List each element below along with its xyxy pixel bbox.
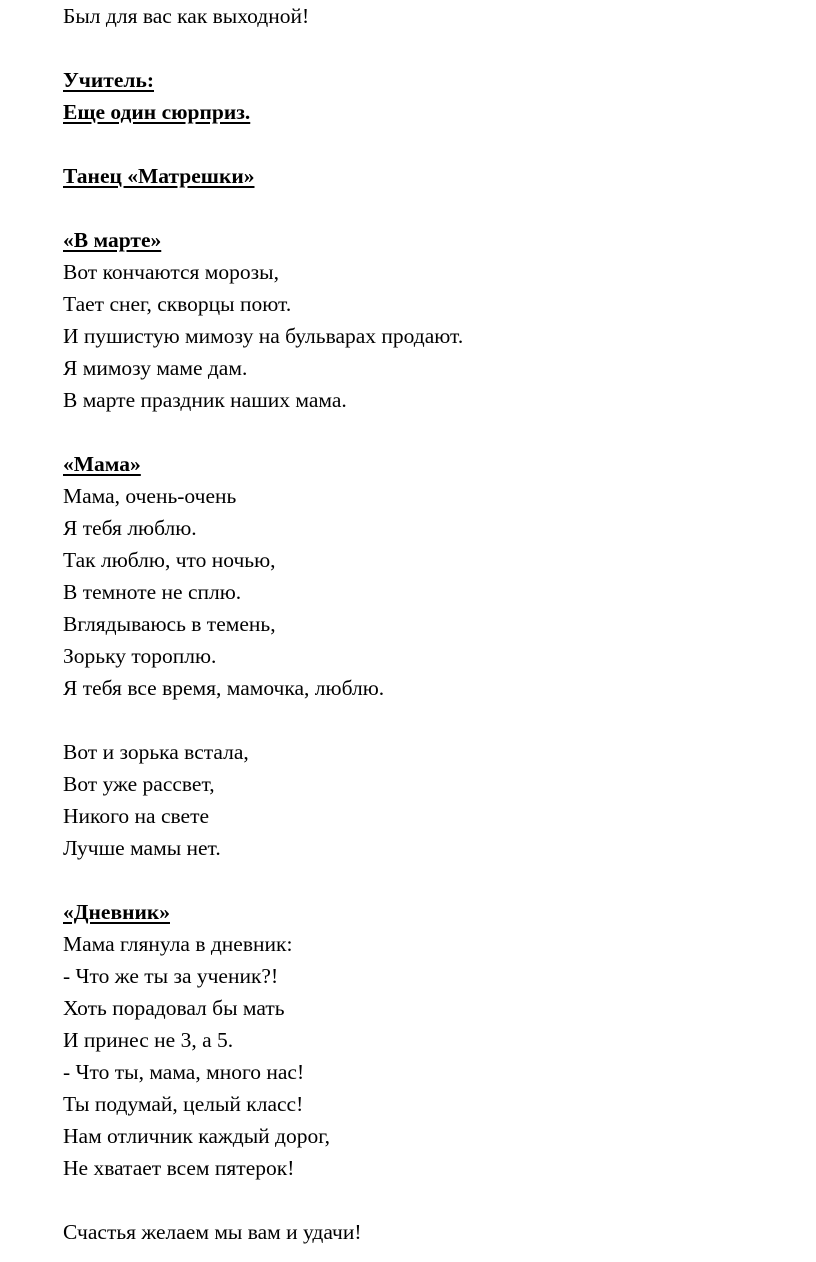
poem-line: В темноте не сплю. [63,580,242,604]
poem-line: Никого на свете [63,804,210,828]
poem-line: Лучше мамы нет. [63,836,221,860]
poem-line: Нам отличник каждый дорог, [63,1124,330,1148]
poem-line: Ты подумай, целый класс! [63,1092,304,1116]
poem-line: Не хватает всем пятерок! [63,1156,295,1180]
spacer [63,416,783,448]
poem-line: - Что же ты за ученик?! [63,964,279,988]
poem-title-diary: «Дневник» [63,900,170,924]
poem-line: Я тебя все время, мамочка, люблю. [63,676,385,700]
poem-title-mama: «Мама» [63,452,141,476]
spacer [63,864,783,896]
poem-line: Я тебя люблю. [63,516,197,540]
spacer [63,32,783,64]
document-page [63,0,783,1248]
teacher-line: Еще один сюрприз. [63,100,251,124]
poem-line: - Что ты, мама, много нас! [63,1060,305,1084]
closing-line: Счастья желаем мы вам и удачи! [63,1220,362,1244]
spacer [63,1184,783,1216]
poem-line: Мама, очень-очень [63,484,237,508]
poem-title-march: «В марте» [63,228,162,252]
poem-line: Вот и зорька встала, [63,740,249,764]
poem-line: Я мимозу маме дам. [63,356,248,380]
spacer [63,192,783,224]
poem-line: Вот уже рассвет, [63,772,215,796]
poem-line: Вот кончаются морозы, [63,260,279,284]
spacer [63,128,783,160]
poem-line: И пушистую мимозу на бульварах продают. [63,324,464,348]
dance-title: Танец «Матрешки» [63,164,255,188]
poem-line: Мама глянула в дневник: [63,932,293,956]
poem-line: И принес не 3, а 5. [63,1028,234,1052]
poem-line: Тает снег, скворцы поют. [63,292,292,316]
opening-line: Был для вас как выходной! [63,4,310,28]
teacher-label: Учитель: [63,68,154,92]
poem-line: Зорьку тороплю. [63,644,217,668]
poem-line: В марте праздник наших мама. [63,388,347,412]
poem-line: Хоть порадовал бы мать [63,996,285,1020]
poem-line: Так люблю, что ночью, [63,548,276,572]
spacer [63,704,783,736]
poem-line: Вглядываюсь в темень, [63,612,276,636]
